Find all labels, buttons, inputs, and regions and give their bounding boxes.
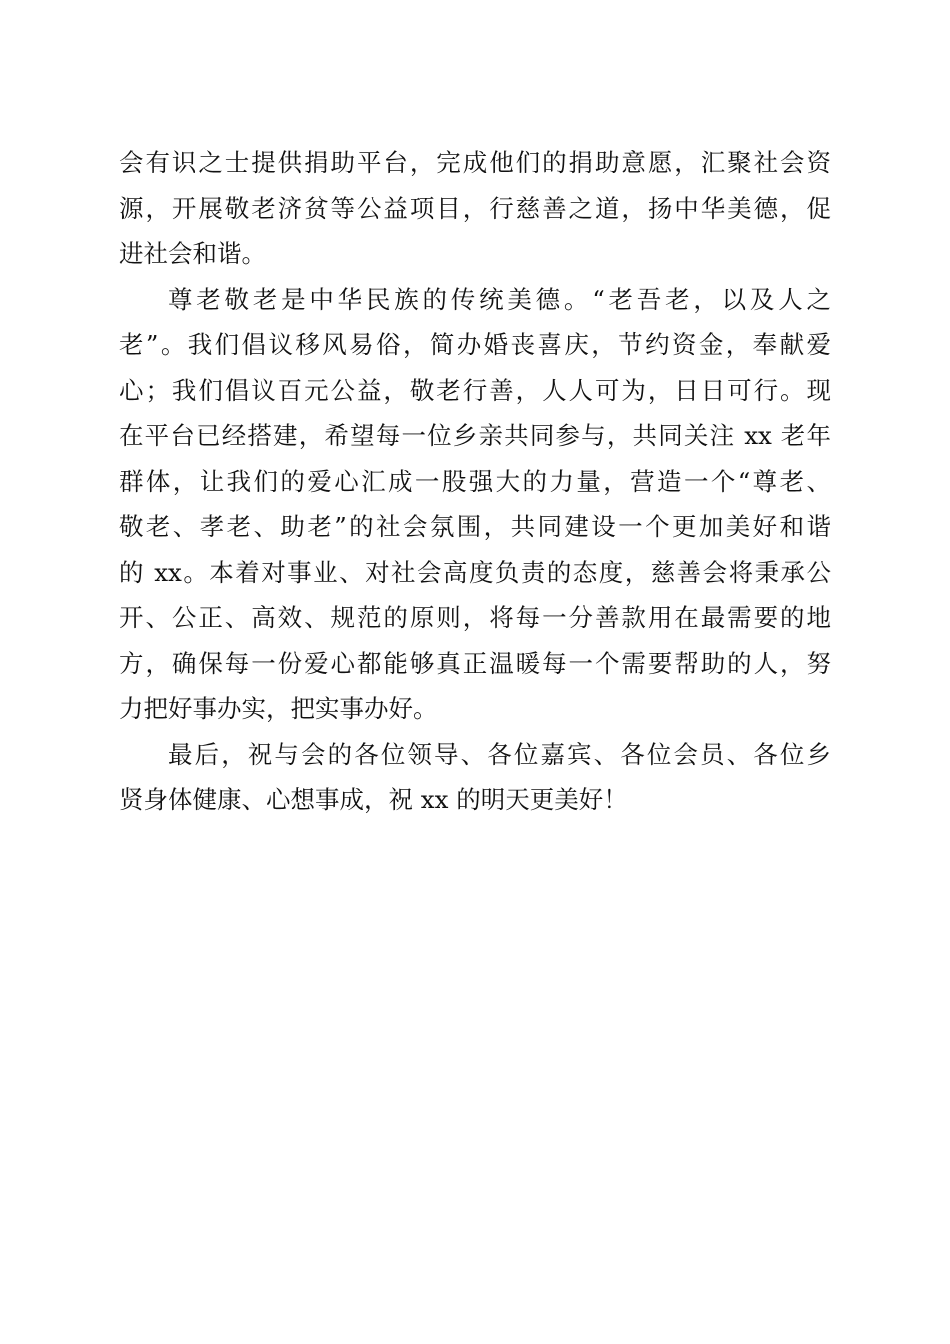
document-body xyxy=(119,140,831,823)
text-line: 方，确保每一份爱心都能够真正温暖每一个需要帮助的人，努 xyxy=(119,648,831,678)
text-line: 在平台已经搭建，希望每一位乡亲共同参与，共同关注 xx 老年 xyxy=(119,421,831,450)
text-line: 群体，让我们的爱心汇成一股强大的力量，营造一个“尊老、 xyxy=(119,466,831,496)
text-line: 力把好事办实，把实事办好。 xyxy=(119,694,438,723)
paragraph-3 xyxy=(119,732,831,823)
paragraph-1 xyxy=(119,140,831,277)
text-line: 开、公正、高效、规范的原则，将每一分善款用在最需要的地 xyxy=(119,603,831,632)
text-line: 心；我们倡议百元公益，敬老行善，人人可为，日日可行。现 xyxy=(119,375,831,405)
text-line: 贤身体健康、心想事成，祝 xx 的明天更美好！ xyxy=(119,785,628,814)
text-line: 敬老、孝老、助老”的社会氛围，共同建设一个更加美好和谐 xyxy=(119,512,831,541)
text-line: 进社会和谐。 xyxy=(119,239,266,268)
text-line: 会有识之士提供捐助平台，完成他们的捐助意愿，汇聚社会资 xyxy=(119,148,831,177)
text-line: 尊老敬老是中华民族的传统美德。“老吾老，以及人之 xyxy=(168,284,831,314)
text-line: 的 xx。本着对事业、对社会高度负责的态度，慈善会将秉承公 xyxy=(119,557,831,587)
text-line: 老”。我们倡议移风易俗，简办婚丧喜庆，节约资金，奉献爱 xyxy=(119,330,831,359)
paragraph-2 xyxy=(119,277,831,732)
text-line: 源，开展敬老济贫等公益项目，行慈善之道，扬中华美德，促 xyxy=(119,193,831,223)
text-line: 最后，祝与会的各位领导、各位嘉宾、各位会员、各位乡 xyxy=(168,739,831,769)
